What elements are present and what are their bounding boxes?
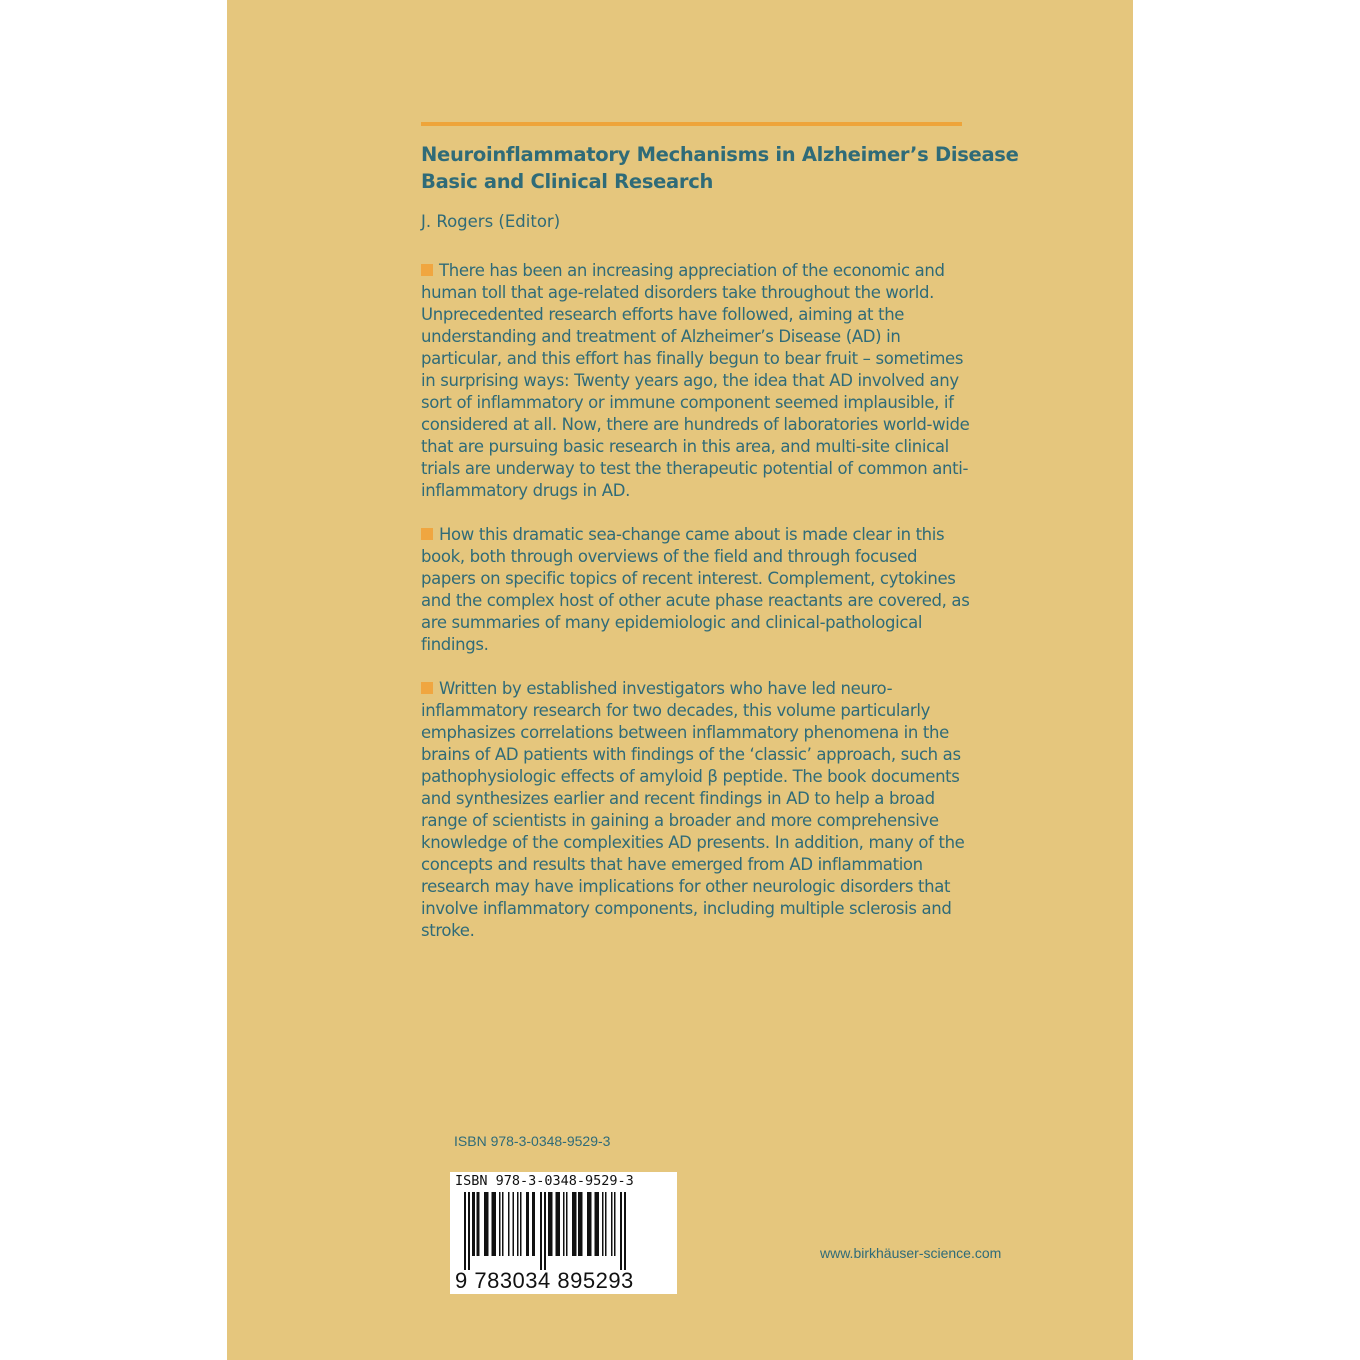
square-bullet-icon <box>421 528 433 540</box>
blurb-line-text: inflammatory research for two decades, this volume particularly <box>421 701 930 720</box>
barcode-bar <box>556 1192 561 1256</box>
barcode-bar <box>614 1192 616 1256</box>
barcode-bar <box>605 1192 607 1256</box>
blurb-line <box>421 590 969 612</box>
blurb-line-text: brains of AD patients with findings of the ‘classic’ approach, such as <box>421 745 961 764</box>
publisher-website: www.birkhäuser-science.com <box>820 1245 1002 1261</box>
barcode-bar <box>499 1192 501 1256</box>
barcode-bar <box>477 1192 480 1256</box>
blurb-line <box>421 876 965 898</box>
barcode-bar <box>602 1192 604 1256</box>
isbn-label: ISBN 978-3-0348-9529-3 <box>454 1133 611 1149</box>
barcode-bar <box>566 1192 568 1256</box>
blurb-line-text: considered at all. Now, there are hundreds of laboratories world-wide <box>421 415 970 434</box>
barcode-bar <box>572 1192 577 1256</box>
barcode-bar <box>563 1192 565 1256</box>
barcode-bars <box>464 1192 664 1272</box>
editor-credit: J. Rogers (Editor) <box>421 212 561 231</box>
title-line-2: Basic and Clinical Research <box>421 170 714 193</box>
blurb-line <box>421 392 969 414</box>
barcode-isbn-text: ISBN 978-3-0348-9529-3 <box>455 1173 634 1189</box>
blurb-line <box>421 414 969 436</box>
blurb-line <box>421 326 969 348</box>
blurb-line <box>421 832 965 854</box>
blurb-line-text: and synthesizes earlier and recent findings in AD to help a broad <box>421 789 935 808</box>
blurb-line-text: stroke. <box>421 921 475 940</box>
top-rule <box>421 122 962 126</box>
blurb-line-text: research may have implications for other neurologic disorders that <box>421 877 951 896</box>
blurb-line-text: and the complex host of other acute phase reactants are covered, as <box>421 591 970 610</box>
barcode-bar <box>517 1192 519 1256</box>
blurb-paragraph-2 <box>421 524 969 656</box>
blurb-line <box>421 810 965 832</box>
blurb-paragraph-3 <box>421 678 965 942</box>
barcode-bar <box>492 1192 497 1256</box>
blurb-line-text: book, both through overviews of the field and through focused <box>421 547 918 566</box>
blurb-line-text: How this dramatic sea-change came about is made clear in this <box>439 525 945 544</box>
blurb-line <box>421 898 965 920</box>
blurb-line-text: papers on specific topics of recent interest. Complement, cytokines <box>421 569 956 588</box>
barcode-bar <box>624 1192 626 1270</box>
blurb-line <box>421 524 969 546</box>
isbn-barcode <box>450 1172 677 1294</box>
blurb-line-text: sort of inflammatory or immune component seemed implausible, if <box>421 393 954 412</box>
barcode-bar <box>611 1192 613 1256</box>
blurb-line <box>421 458 969 480</box>
blurb-line-text: There has been an increasing appreciation of the economic and <box>439 261 945 280</box>
barcode-bar <box>548 1192 553 1256</box>
blurb-line <box>421 920 965 942</box>
book-title <box>421 141 1021 195</box>
square-bullet-icon <box>421 682 433 694</box>
blurb-line-text: human toll that age-related disorders take throughout the world. <box>421 283 934 302</box>
blurb-line-text: understanding and treatment of Alzheimer’s Disease (AD) in <box>421 327 901 346</box>
barcode-bar <box>587 1192 592 1256</box>
blurb-line <box>421 348 969 370</box>
barcode-bar <box>526 1192 529 1256</box>
barcode-bar <box>620 1192 622 1270</box>
blurb-line <box>421 480 969 502</box>
blurb-line-text: range of scientists in gaining a broader and more comprehensive <box>421 811 939 830</box>
barcode-bar <box>578 1192 583 1256</box>
blurb-line <box>421 634 969 656</box>
blurb-line-text: emphasizes correlations between inflammatory phenomena in the <box>421 723 949 742</box>
barcode-number: 9 783034 895293 <box>455 1268 634 1293</box>
barcode-bar <box>508 1192 510 1256</box>
barcode-bar <box>544 1192 546 1270</box>
blurb-line <box>421 700 965 722</box>
blurb-line-text: knowledge of the complexities AD presents. In addition, many of the <box>421 833 965 852</box>
barcode-bar <box>484 1192 489 1256</box>
barcode-bar <box>532 1192 535 1256</box>
blurb-line <box>421 370 969 392</box>
blurb-line <box>421 854 965 876</box>
blurb-line <box>421 744 965 766</box>
blurb-line <box>421 282 969 304</box>
blurb-line-text: pathophysiologic effects of amyloid β peptide. The book documents <box>421 767 960 786</box>
barcode-bar <box>540 1192 542 1270</box>
blurb-line <box>421 678 965 700</box>
blurb-line-text: involve inflammatory components, including multiple sclerosis and <box>421 899 952 918</box>
blurb-line <box>421 304 969 326</box>
barcode-bar <box>472 1192 475 1256</box>
barcode-bar <box>464 1192 466 1270</box>
blurb-line <box>421 788 965 810</box>
blurb-line-text: particular, and this effort has finally begun to bear fruit – sometimes <box>421 349 964 368</box>
blurb-line <box>421 436 969 458</box>
blurb-line-text: concepts and results that have emerged from AD inflammation <box>421 855 923 874</box>
blurb-line-text: inflammatory drugs in AD. <box>421 481 630 500</box>
blurb-line <box>421 568 969 590</box>
barcode-bar <box>513 1192 515 1256</box>
blurb-line-text: trials are underway to test the therapeutic potential of common anti- <box>421 459 969 478</box>
blurb-line-text: are summaries of many epidemiologic and clinical-pathological <box>421 613 923 632</box>
blurb-line-text: that are pursuing basic research in this area, and multi-site clinical <box>421 437 949 456</box>
blurb-paragraph-1 <box>421 260 969 502</box>
blurb-line-text: findings. <box>421 635 489 654</box>
blurb-line <box>421 766 965 788</box>
blurb-line-text: Written by established investigators who have led neuro- <box>439 679 893 698</box>
blurb-line <box>421 722 965 744</box>
blurb-line <box>421 612 969 634</box>
blurb-line <box>421 546 969 568</box>
blurb-line <box>421 260 969 282</box>
square-bullet-icon <box>421 264 433 276</box>
blurb-line-text: in surprising ways: Twenty years ago, the idea that AD involved any <box>421 371 959 390</box>
title-line-1: Neuroinflammatory Mechanisms in Alzheimer’s Disease <box>421 143 1019 166</box>
blurb-line-text: Unprecedented research efforts have followed, aiming at the <box>421 305 905 324</box>
barcode-bar <box>502 1192 504 1256</box>
barcode-bar <box>595 1192 600 1256</box>
barcode-bar <box>520 1192 522 1256</box>
barcode-bar <box>468 1192 470 1270</box>
